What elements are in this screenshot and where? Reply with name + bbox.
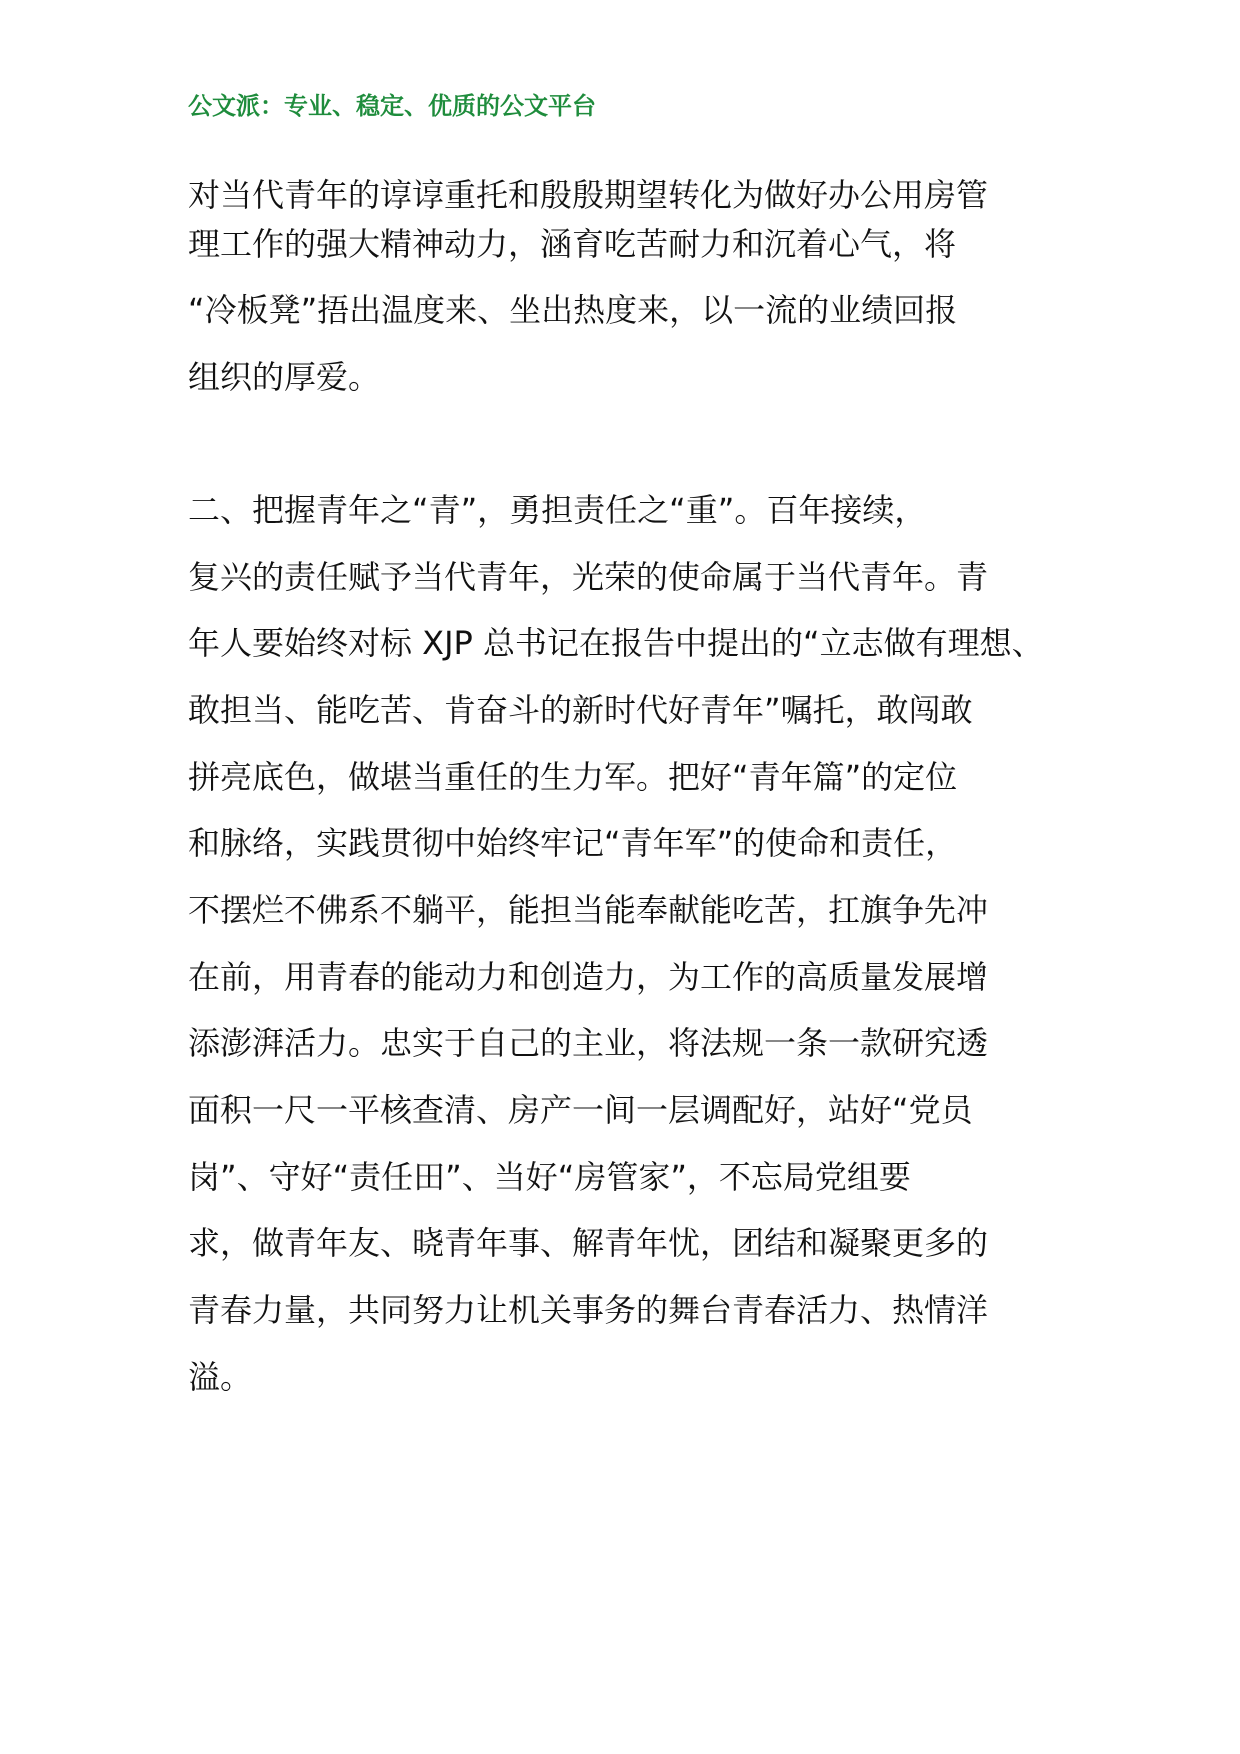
text-line: 岗”、守好“责任田”、当好“房管家”，不忘局党组要 bbox=[188, 1158, 911, 1196]
text-line: 拼亮底色，做堪当重任的生力军。把好“青年篇”的定位 bbox=[188, 758, 958, 796]
page-header: 公文派：专业、稳定、优质的公文平台 bbox=[188, 92, 596, 120]
text-line: 复兴的责任赋予当代青年，光荣的使命属于当代青年。青 bbox=[188, 558, 989, 596]
text-line: 理工作的强大精神动力，涵育吃苦耐力和沉着心气，将 bbox=[188, 225, 957, 263]
text-line: 组织的厚爱。 bbox=[188, 358, 381, 396]
text-line: 年人要始终对标 XJP 总书记在报告中提出的“立志做有理想、 bbox=[188, 624, 1044, 662]
text-line: 敢担当、能吃苦、肯奋斗的新时代好青年”嘱托，敢闯敢 bbox=[188, 691, 973, 729]
text-line: 求，做青年友、晓青年事、解青年忧，团结和凝聚更多的 bbox=[188, 1224, 989, 1262]
text-line: 和脉络，实践贯彻中始终牢记“青年军”的使命和责任， bbox=[188, 824, 958, 862]
text-line: 对当代青年的谆谆重托和殷殷期望转化为做好办公用房管 bbox=[188, 176, 989, 214]
text-line: 青春力量，共同努力让机关事务的舞台青春活力、热情洋 bbox=[188, 1291, 989, 1329]
text-line: 不摆烂不佛系不躺平，能担当能奉献能吃苦，扛旗争先冲 bbox=[188, 891, 989, 929]
text-line: 添澎湃活力。忠实于自己的主业，将法规一条一款研究透 bbox=[188, 1024, 989, 1062]
text-line: 二、把握青年之“青”，勇担责任之“重”。百年接续， bbox=[188, 491, 927, 529]
text-line: “冷板凳”捂出温度来、坐出热度来，以一流的业绩回报 bbox=[188, 291, 958, 329]
text-line: 面积一尺一平核查清、房产一间一层调配好，站好“党员 bbox=[188, 1091, 973, 1129]
text-line: 在前，用青春的能动力和创造力，为工作的高质量发展增 bbox=[188, 958, 989, 996]
text-line: 溢。 bbox=[188, 1358, 253, 1396]
